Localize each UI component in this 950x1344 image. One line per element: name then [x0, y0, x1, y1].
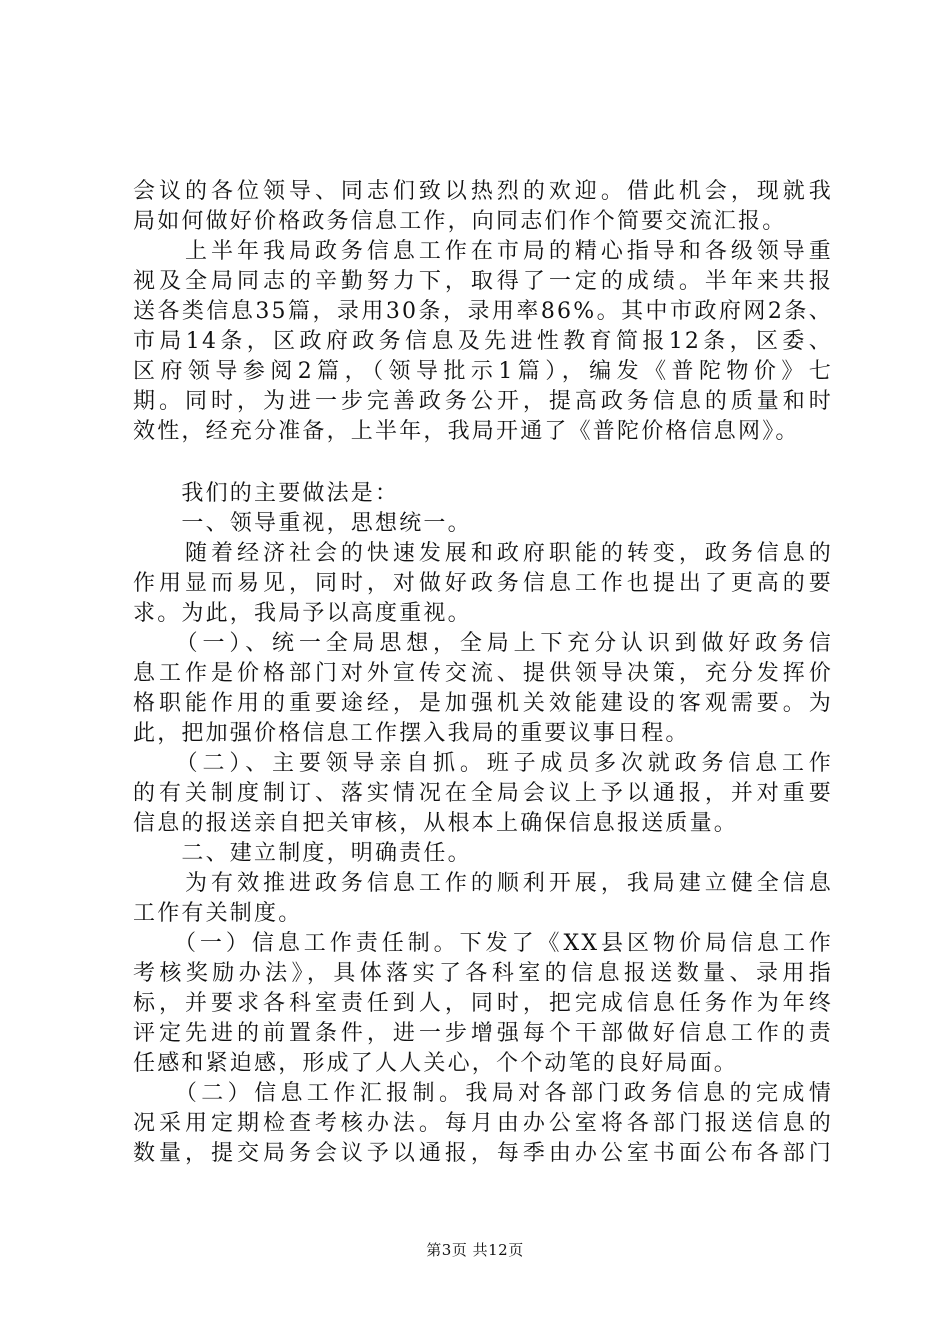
text-line: 评定先进的前置条件，进一步增强每个干部做好信息工作的责	[133, 1021, 833, 1046]
text-line: 的有关制度制订、落实情况在全局会议上予以通报，并对重要	[133, 781, 833, 806]
text-line: 况采用定期检查考核办法。每月由办公室将各部门报送信息的	[133, 1111, 833, 1136]
text-line: 格职能作用的重要途经，是加强机关效能建设的客观需要。为	[133, 691, 833, 716]
text-line: 视及全局同志的辛勤努力下，取得了一定的成绩。半年来共报	[133, 269, 833, 294]
text-line: 求。为此，我局予以高度重视。	[133, 601, 472, 626]
text-line: （一）、统一全局思想，全局上下充分认识到做好政务信	[133, 631, 833, 656]
text-line: 会议的各位领导、同志们致以热烈的欢迎。借此机会，现就我	[133, 179, 833, 204]
text-line: 随着经济社会的快速发展和政府职能的转变，政务信息的	[133, 541, 833, 566]
text-line: 作用显而易见，同时，对做好政务信息工作也提出了更高的要	[133, 571, 833, 596]
text-line: （二）信息工作汇报制。我局对各部门政务信息的完成情	[133, 1081, 833, 1106]
text-line: （二）、主要领导亲自抓。班子成员多次就政务信息工作	[133, 751, 833, 776]
text-line: 息工作是价格部门对外宣传交流、提供领导决策，充分发挥价	[133, 661, 833, 686]
text-line: 数量，提交局务会议予以通报，每季由办公室书面公布各部门	[133, 1141, 833, 1166]
text-line: 此，把加强价格信息工作摆入我局的重要议事日程。	[133, 721, 690, 746]
text-line: 一、领导重视，思想统一。	[133, 511, 472, 536]
text-line: 信息的报送亲自把关审核，从根本上确保信息报送质量。	[133, 811, 739, 836]
text-line: 期。同时，为进一步完善政务公开，提高政务信息的质量和时	[133, 389, 833, 414]
text-line: 送各类信息35篇，录用30条，录用率86%。其中市政府网2条、	[133, 299, 833, 324]
text-line: 二、建立制度，明确责任。	[133, 841, 472, 866]
text-line: 我们的主要做法是：	[133, 481, 400, 506]
text-line: 效性，经充分准备，上半年，我局开通了《普陀价格信息网》。	[133, 419, 800, 444]
text-line: 考核奖励办法》，具体落实了各科室的信息报送数量、录用指	[133, 961, 833, 986]
text-line: 局如何做好价格政务信息工作，向同志们作个简要交流汇报。	[133, 209, 787, 234]
page-footer: 第3页 共12页	[426, 1241, 524, 1259]
text-line: 工作有关制度。	[133, 901, 303, 926]
text-line: 为有效推进政务信息工作的顺利开展，我局建立健全信息	[133, 871, 833, 896]
text-line: 区府领导参阅2篇，（领导批示1篇），编发《普陀物价》七	[133, 359, 833, 384]
text-line: 上半年我局政务信息工作在市局的精心指导和各级领导重	[133, 239, 833, 264]
text-line: 市局14条，区政府政务信息及先进性教育简报12条，区委、	[133, 329, 833, 354]
text-line: （一）信息工作责任制。下发了《XX县区物价局信息工作	[133, 931, 833, 956]
text-line: 标，并要求各科室责任到人，同时，把完成信息任务作为年终	[133, 991, 833, 1016]
text-line: 任感和紧迫感，形成了人人关心，个个动笔的良好局面。	[133, 1051, 739, 1076]
